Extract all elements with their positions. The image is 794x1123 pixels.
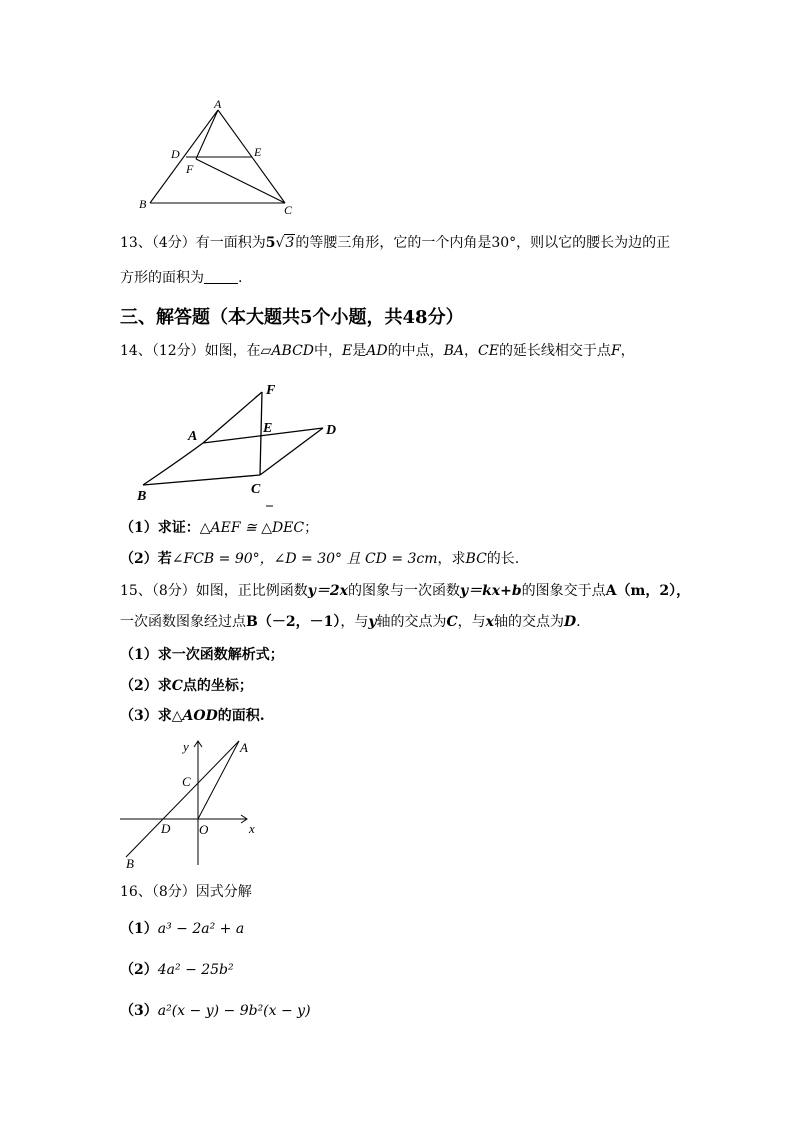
question-13-line-2 [120, 268, 242, 288]
q14-ba: BA [443, 343, 464, 359]
q14-para: ▱ABCD [260, 343, 315, 359]
q14-end: ， [620, 343, 635, 359]
side-bc [143, 475, 260, 485]
q15-l2d: ，与 [457, 614, 486, 630]
q14-mid2: 是 [352, 343, 367, 359]
q14-p2-tail: 的长. [486, 551, 520, 567]
label-e: E [263, 421, 273, 436]
label-b: B [126, 856, 134, 870]
q15-p1: （1）求一次函数解析式； [120, 647, 284, 663]
q14-p2-label: （2）若 [120, 551, 172, 567]
q14-p1-math: △AEF ≅ △DEC [199, 520, 305, 536]
q14-p2-bc: BC [465, 551, 487, 567]
question-16-part-3 [120, 1001, 311, 1021]
label-d: D [326, 423, 337, 438]
q14-lead: 14、（12分）如图，在 [120, 343, 261, 359]
q16-p1: a³ − 2a² + a [157, 921, 245, 937]
question-15-part-3 [120, 706, 265, 726]
question-16-part-2 [120, 960, 234, 980]
q15-f1: y＝2x [307, 583, 348, 599]
q14-sep: ， [464, 343, 478, 359]
q15-p3b: 的面积. [217, 708, 265, 724]
q15-l2b: ，与 [340, 614, 369, 630]
q14-e: E [342, 343, 353, 359]
q15-l1a: 15、（8分）如图，正比例函数 [120, 583, 308, 599]
q15-ptc: C [446, 614, 458, 630]
question-15-part-1 [120, 645, 284, 665]
sqrt-symbol: √3 [275, 235, 295, 251]
q15-p2b: 点的坐标； [182, 678, 253, 694]
segment-fc [196, 159, 285, 203]
answer-blank[interactable] [204, 269, 238, 284]
q14-mid3: 的中点， [387, 343, 444, 359]
q15-p2a: （2）求 [120, 678, 172, 694]
q13-rest: 的等腰三角形，它的一个内角是30°，则以它的腰长为边的正 [295, 235, 671, 251]
label-a: A [214, 97, 222, 111]
label-d: D [171, 147, 180, 161]
triangle-figure-q12 [130, 95, 305, 220]
segment-af [196, 110, 218, 159]
q13-radicand: 3 [285, 235, 295, 251]
q15-l2c: 轴的交点为 [376, 614, 447, 630]
label-a: A [240, 740, 248, 755]
q16-p2-label: （2） [120, 962, 158, 978]
line-y-2x [198, 741, 239, 819]
q13-coef: 5 [265, 235, 276, 251]
line-kx-b [126, 741, 239, 857]
parallelogram-figure-q14 [130, 380, 360, 515]
side-ab [143, 443, 203, 485]
q16-p3: a²(x − y) − 9b²(x − y) [157, 1003, 311, 1019]
q15-ptb: B（－2，－1） [246, 614, 341, 630]
segment-fc [260, 392, 262, 475]
q15-p3m: △AOD [171, 708, 218, 724]
q14-p2-math: ∠FCB = 90°，∠D = 30° 且 CD = 3cm [171, 551, 438, 567]
label-f: F [266, 383, 276, 398]
label-c: C [284, 203, 293, 217]
label-o: O [199, 822, 209, 837]
question-16-title [120, 882, 252, 902]
label-c: C [251, 482, 261, 497]
label-e: E [254, 145, 262, 159]
q14-ce: CE [478, 343, 499, 359]
label-b: B [139, 197, 147, 211]
q15-l2f: . [576, 614, 581, 630]
q16-p2: 4a² − 25b² [157, 962, 234, 978]
label-a: A [188, 429, 198, 444]
question-14-part-1 [120, 518, 318, 538]
q15-l1c: 的图象交于点 [521, 583, 606, 599]
section-title: 三、解答题（本大题共5个小题，共48分） [120, 307, 464, 328]
q13-line2: 方形的面积为 [120, 270, 204, 286]
question-14-line-1 [120, 341, 635, 361]
label-c: C [182, 774, 191, 789]
q14-p1-label: （1）求证： [120, 520, 200, 536]
q15-ptd: D [563, 614, 577, 630]
q15-p3a: （3）求 [120, 708, 172, 724]
segment-af [203, 392, 262, 443]
q16-p3-label: （3） [120, 1003, 158, 1019]
q15-xaxis: x [485, 614, 494, 630]
q15-l2a: 一次函数图象经过点 [120, 614, 246, 630]
q15-p2c: C [171, 678, 183, 694]
q14-p1-end: ； [304, 520, 319, 536]
label-y: y [183, 739, 189, 754]
question-15-line-1 [120, 581, 690, 601]
question-14-part-2 [120, 549, 519, 569]
q16-p1-label: （1） [120, 921, 158, 937]
question-15-line-2 [120, 612, 581, 632]
q16-title: 16、（8分）因式分解 [120, 884, 252, 900]
q15-l2e: 轴的交点为 [493, 614, 564, 630]
q13-end: . [238, 270, 243, 286]
question-15-part-2 [120, 676, 253, 696]
q14-mid1: 中， [314, 343, 343, 359]
q15-yaxis: y [368, 614, 377, 630]
label-f: F [186, 162, 194, 176]
label-d: D [161, 821, 171, 836]
q14-p2-end: ，求 [437, 551, 466, 567]
label-x: x [249, 821, 255, 836]
q14-mid4: 的延长线相交于点 [498, 343, 611, 359]
coordinate-graph-q15 [115, 735, 270, 870]
q15-f2: y＝kx+b [459, 583, 522, 599]
q14-ad: AD [366, 343, 388, 359]
question-13-line-1 [120, 233, 670, 253]
q14-f: F [610, 343, 621, 359]
q15-l1b: 的图象与一次函数 [347, 583, 460, 599]
label-b: B [137, 489, 147, 504]
q13-lead: 13、（4分）有一面积为 [120, 235, 266, 251]
q15-pta: A（m，2）， [605, 583, 691, 599]
question-16-part-1 [120, 919, 244, 939]
